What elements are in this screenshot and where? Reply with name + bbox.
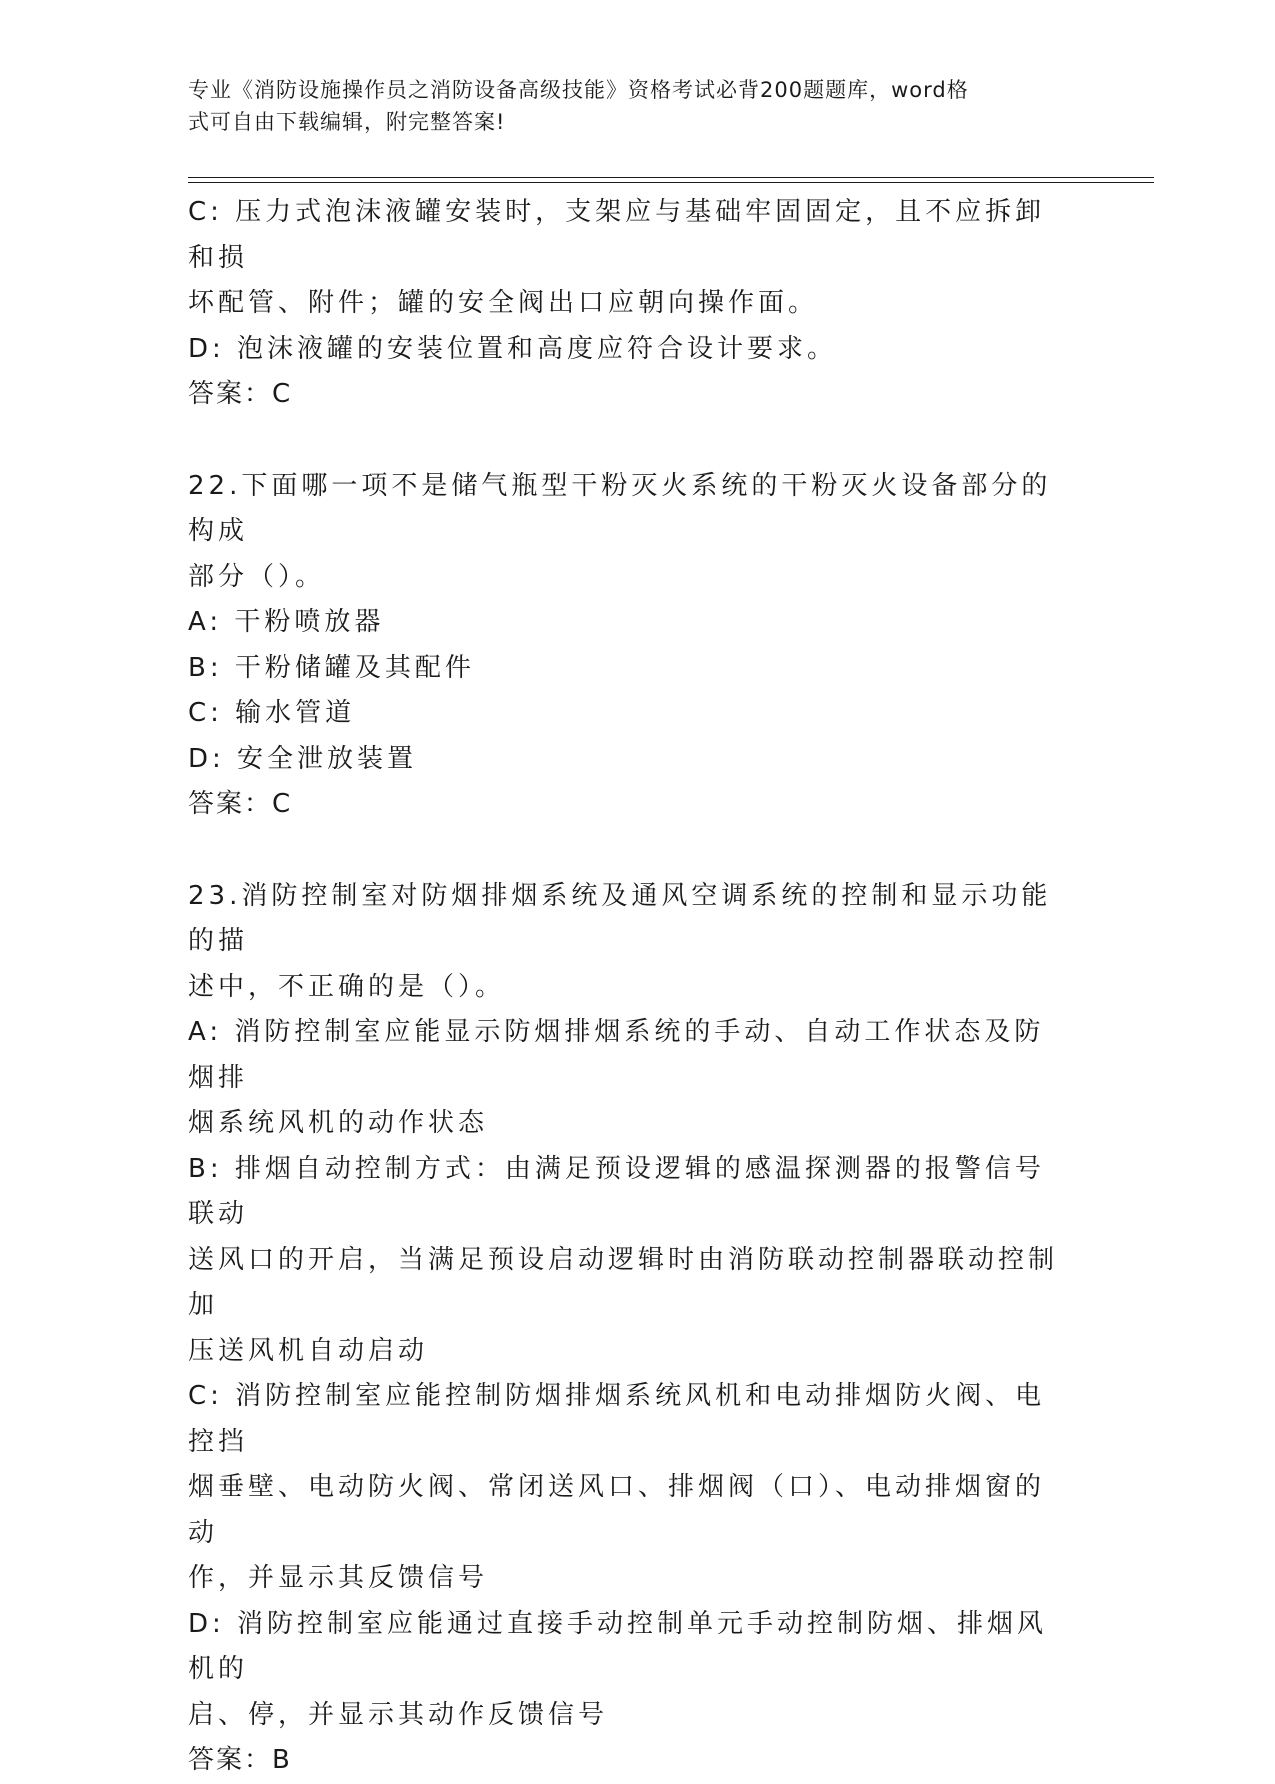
document-body	[188, 190, 1068, 1784]
answer: 答案：B	[188, 1745, 292, 1775]
document-header	[188, 74, 1088, 138]
question-stem-line-1: 22.下面哪一项不是储气瓶型干粉灭火系统的干粉灭火设备部分的构成	[188, 470, 1052, 546]
option-b: B: 干粉储罐及其配件	[188, 652, 475, 683]
question-stem-line-2: 部分（）。	[188, 561, 326, 592]
option-b-line-3: 压送风机自动启动	[188, 1335, 429, 1366]
option-d-line-2: 启、停，并显示其动作反馈信号	[188, 1699, 609, 1730]
option-c-line-1: C: 消防控制室应能控制防烟排烟系统风机和电动排烟防火阀、电控挡	[188, 1381, 1046, 1457]
option-c-line-2: 烟垂壁、电动防火阀、常闭送风口、排烟阀（口）、电动排烟窗的动	[188, 1472, 1046, 1548]
option-d: D: 泡沫液罐的安装位置和高度应符合设计要求。	[188, 333, 838, 364]
question-23	[188, 874, 1068, 1784]
option-a: A: 干粉喷放器	[188, 607, 385, 637]
option-c-line-2: 坏配管、附件；罐的安全阀出口应朝向操作面。	[188, 288, 819, 318]
question-stem-line-1: 23.消防控制室对防烟排烟系统及通风空调系统的控制和显示功能的描	[188, 880, 1052, 956]
question-stem-line-2: 述中，不正确的是（）。	[188, 971, 506, 1002]
option-a-line-2: 烟系统风机的动作状态	[188, 1108, 489, 1138]
header-line-2: 式可自由下载编辑，附完整答案!	[188, 110, 506, 134]
option-c-line-1: C: 压力式泡沫液罐安装时，支架应与基础牢固固定，且不应拆卸和损	[188, 197, 1046, 273]
header-line-1: 专业《消防设施操作员之消防设备高级技能》资格考试必背200题题库，word格	[188, 78, 969, 102]
option-c-line-3: 作，并显示其反馈信号	[188, 1563, 489, 1593]
header-divider-bottom	[188, 182, 1154, 183]
question-21-continued	[188, 190, 1068, 418]
answer: 答案：C	[188, 789, 293, 819]
option-c: C: 输水管道	[188, 698, 356, 728]
option-a-line-1: A: 消防控制室应能显示防烟排烟系统的手动、自动工作状态及防烟排	[188, 1017, 1045, 1093]
option-d-line-1: D: 消防控制室应能通过直接手动控制单元手动控制防烟、排烟风机的	[188, 1608, 1048, 1684]
option-d: D: 安全泄放装置	[188, 743, 418, 774]
option-b-line-1: B: 排烟自动控制方式：由满足预设逻辑的感温探测器的报警信号联动	[188, 1153, 1045, 1229]
header-divider-top	[188, 177, 1154, 178]
question-22	[188, 464, 1068, 828]
option-b-line-2: 送风口的开启，当满足预设启动逻辑时由消防联动控制器联动控制加	[188, 1244, 1059, 1320]
answer: 答案：C	[188, 379, 293, 409]
